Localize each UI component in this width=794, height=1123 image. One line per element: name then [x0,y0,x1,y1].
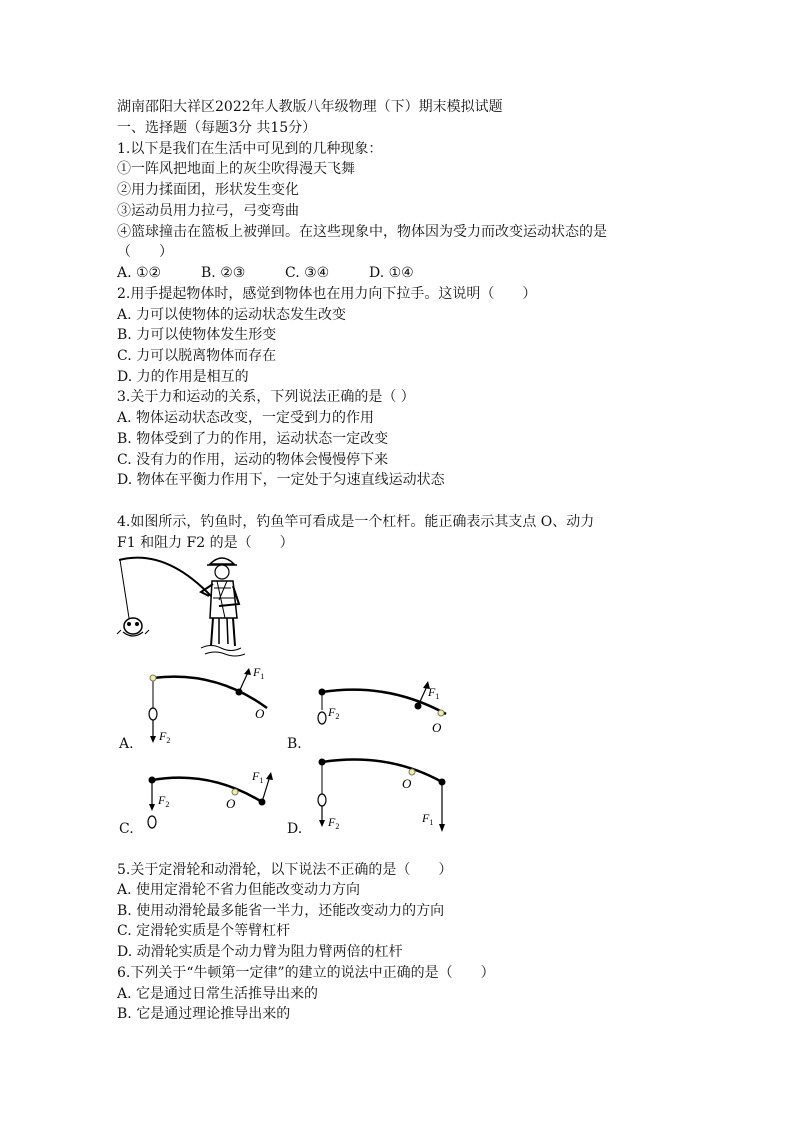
lever-diagram-a [135,664,275,744]
f1-label: $F_1$ [422,811,434,827]
q2-option-b: B. 力可以使物体发生形变 [117,327,277,343]
q1-item-2: ②用力揉面团，形状发生变化 [117,182,299,198]
fisherman-illustration [115,548,250,663]
q2-option-c: C. 力可以脱离物体而存在 [117,348,277,364]
q1-option-d: D. ①④ [369,265,414,281]
q2-option-d: D. 力的作用是相互的 [117,369,249,385]
q1-options [117,264,414,282]
q5-option-b: B. 使用动滑轮最多能省一半力，还能改变动力的方向 [117,903,445,919]
o-label: O [402,776,412,791]
o-label: O [255,706,265,721]
q5-stem: 5.关于定滑轮和动滑轮，以下说法不正确的是（ ） [117,862,453,878]
q6-option-b: B. 它是通过理论推导出来的 [117,1006,291,1022]
q3-option-c: C. 没有力的作用，运动的物体会慢慢停下来 [117,452,389,468]
o-label: O [432,720,442,735]
q1-option-b: B. ②③ [201,265,246,281]
q2-stem: 2.用手提起物体时，感觉到物体也在用力向下拉手。这说明（ ） [117,286,537,302]
q1-item-3: ③运动员用力拉弓，弓变弯曲 [117,203,299,219]
f2-label: $F_2$ [158,793,170,809]
q4-option-c-letter: C. [119,821,134,837]
pivot-point [438,710,444,716]
q3-option-a: A. 物体运动状态改变，一定受到力的作用 [117,410,375,426]
pivot-point [232,789,238,795]
exam-title: 湖南邵阳大祥区2022年人教版八年级物理（下）期末模拟试题 [117,99,503,115]
f2-label: $F_2$ [328,815,340,831]
q3-option-b: B. 物体受到了力的作用，运动状态一定改变 [117,431,389,447]
f1-label: $F_1$ [252,769,264,785]
q1-item-4: ④篮球撞击在篮板上被弹回。在这些现象中，物体因为受力而改变运动状态的是 [117,224,607,240]
q4-option-d-letter: D. [287,821,303,837]
f2-label: $F_2$ [328,705,340,721]
o-label: O [226,796,236,811]
q4-stem-line1: 4.如图所示，钓鱼时，钓鱼竿可看成是一个杠杆。能正确表示其支点 O、动力 [117,514,595,530]
q5-option-a: A. 使用定滑轮不省力但能改变动力方向 [117,882,361,898]
section-heading: 一、选择题（每题3分 共15分） [117,120,317,136]
q2-option-a: A. 力可以使物体的运动状态发生改变 [117,307,347,323]
q5-option-d: D. 动滑轮实质是个动力臂为阻力臂两倍的杠杆 [117,944,403,960]
f1-label: $F_1$ [428,685,440,701]
lever-diagram-d [308,752,458,837]
q6-stem: 6.下列关于“牛顿第一定律”的建立的说法中正确的是（ ） [117,965,495,981]
lever-diagram-b [308,678,458,748]
q1-stem: 1.以下是我们在生活中可见到的几种现象： [117,141,383,157]
q3-option-d: D. 物体在平衡力作用下，一定处于匀速直线运动状态 [117,472,445,488]
q4-stem-line2: F1 和阻力 F2 的是（ ） [117,535,294,551]
pivot-point [409,769,415,775]
f2-label: $F_2$ [159,729,171,744]
fishing-rod [153,677,267,708]
q3-stem: 3.关于力和运动的关系，下列说法正确的是（ ） [117,389,415,405]
q4-option-a-letter: A. [119,736,134,752]
fishing-rod [152,778,262,802]
q6-option-a: A. 它是通过日常生活推导出来的 [117,986,319,1002]
f1-label: $F_1$ [253,665,265,681]
q1-blank: （ ） [117,244,173,260]
q1-item-1: ①一阵风把地面上的灰尘吹得漫天飞舞 [117,161,355,177]
force-point [319,759,326,766]
fishing-rod [322,760,442,783]
pivot-point [150,675,156,681]
q1-option-c: C. ③④ [285,265,330,281]
q1-option-a: A. ①② [117,265,162,281]
q5-option-c: C. 定滑轮实质是个等臂杠杆 [117,923,291,939]
lever-diagram-c [140,768,280,833]
q4-option-b-letter: B. [287,736,302,752]
